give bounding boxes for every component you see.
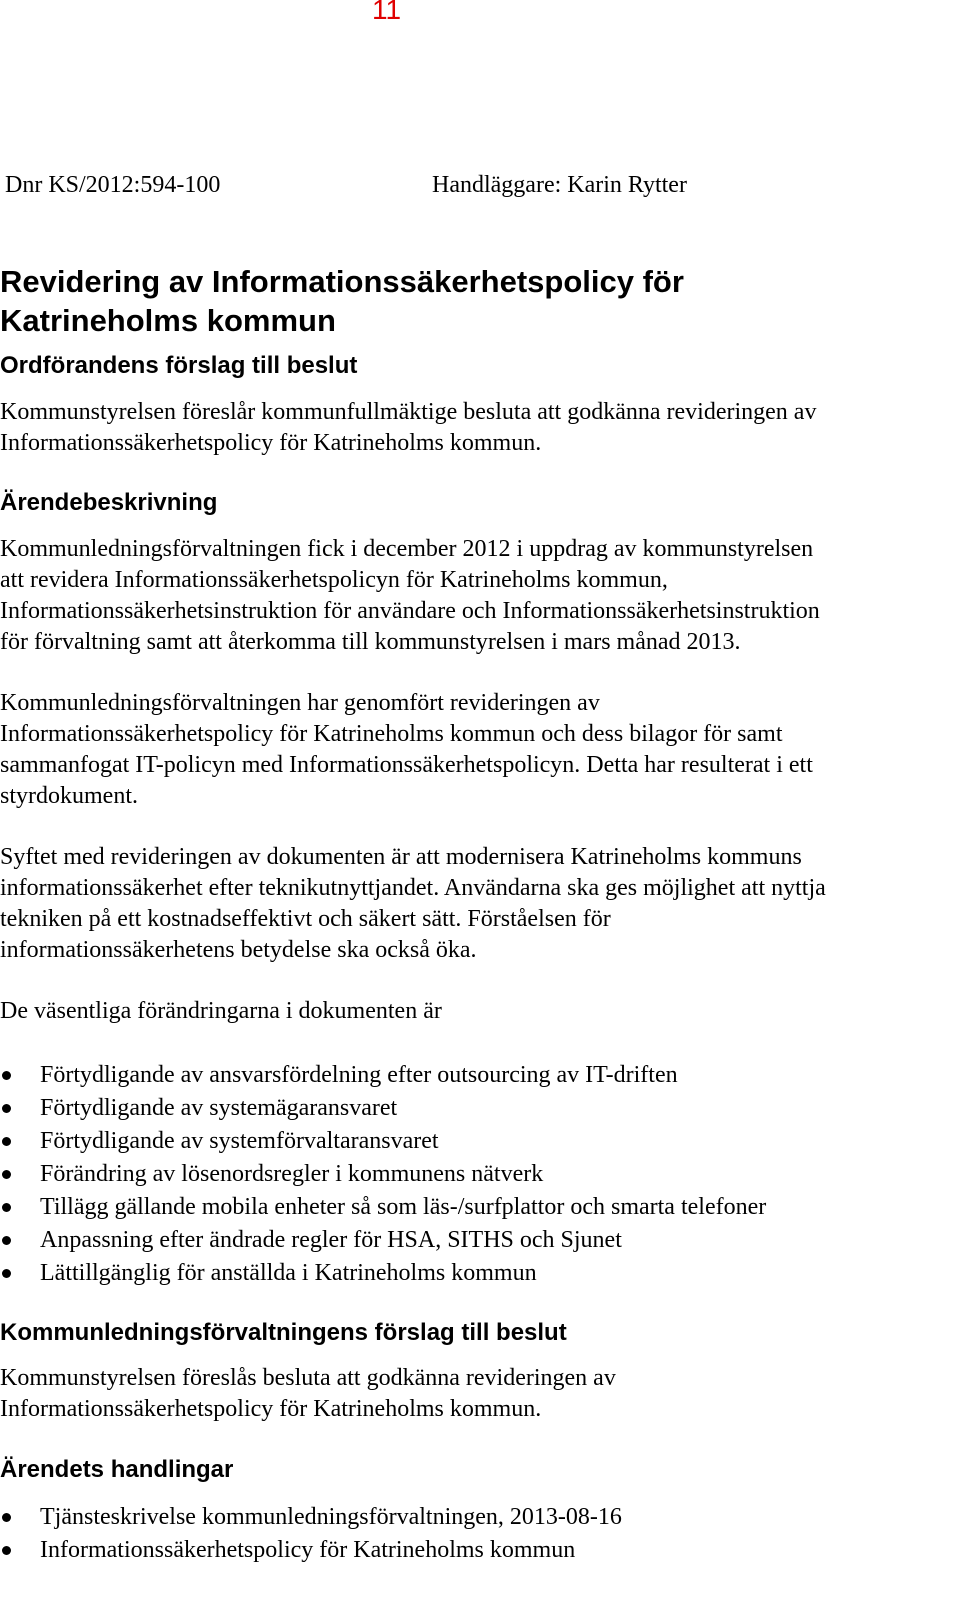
bullet-icon bbox=[2, 1546, 11, 1555]
bullet-icon bbox=[2, 1170, 11, 1179]
bullet-icon bbox=[2, 1269, 11, 1278]
list-item bbox=[0, 1258, 766, 1291]
heading-case-documents: Ärendets handlingar bbox=[0, 1456, 234, 1483]
bullet-icon bbox=[2, 1513, 11, 1522]
chair-proposal-text bbox=[0, 397, 816, 459]
bullet-icon bbox=[2, 1236, 11, 1245]
changes-list bbox=[0, 1060, 766, 1291]
list-item-text: Lättillgänglig för anställda i Katrineholms kommun bbox=[40, 1260, 537, 1286]
text-line: Informationssäkerhetspolicy för Katrineholms kommun. bbox=[0, 1396, 542, 1422]
list-item-text: Förtydligande av ansvarsfördelning efter outsourcing av IT-driften bbox=[40, 1062, 678, 1088]
text-line: Kommunstyrelsen föreslås besluta att godkänna revideringen av bbox=[0, 1365, 616, 1391]
description-paragraph-1 bbox=[0, 534, 820, 658]
document-title bbox=[0, 262, 684, 340]
text-line: styrdokument. bbox=[0, 783, 138, 809]
list-item-text: Förtydligande av systemägaransvaret bbox=[40, 1095, 398, 1121]
list-item bbox=[0, 1192, 766, 1225]
text-line: Syftet med revideringen av dokumenten är att modernisera Katrineholms kommuns bbox=[0, 844, 802, 870]
bullet-icon bbox=[2, 1203, 11, 1212]
bullet-icon bbox=[2, 1071, 11, 1080]
list-item-text: Tjänsteskrivelse kommunledningsförvaltningen, 2013-08-16 bbox=[40, 1504, 622, 1530]
list-item-text: Informationssäkerhetspolicy för Katrineholms kommun bbox=[40, 1537, 576, 1563]
bullet-icon bbox=[2, 1104, 11, 1113]
documents-list bbox=[0, 1502, 622, 1568]
text-line: för förvaltning samt att återkomma till kommunstyrelsen i mars månad 2013. bbox=[0, 629, 741, 655]
description-paragraph-2 bbox=[0, 688, 813, 812]
changes-intro: De väsentliga förändringarna i dokumenten är bbox=[0, 998, 442, 1024]
text-line: att revidera Informationssäkerhetspolicyn för Katrineholms kommun, bbox=[0, 567, 668, 593]
case-handler: Handläggare: Karin Rytter bbox=[432, 172, 687, 198]
text-line: Kommunstyrelsen föreslår kommunfullmäktige besluta att godkänna revideringen av bbox=[0, 399, 817, 425]
list-item-text: Anpassning efter ändrade regler för HSA, SITHS och Sjunet bbox=[40, 1227, 622, 1253]
page-number: 11 bbox=[372, 0, 402, 25]
list-item bbox=[0, 1502, 622, 1535]
title-line: Revidering av Informationssäkerhetspolicy för bbox=[0, 264, 684, 299]
list-item bbox=[0, 1159, 766, 1192]
list-item-text: Tillägg gällande mobila enheter så som läs-/surfplattor och smarta telefoner bbox=[40, 1194, 767, 1220]
text-line: sammanfogat IT-policyn med Informationssäkerhetspolicyn. Detta har resulterat i ett bbox=[0, 752, 813, 778]
list-item-text: Förtydligande av systemförvaltaransvaret bbox=[40, 1128, 439, 1154]
list-item bbox=[0, 1225, 766, 1258]
description-paragraph-3 bbox=[0, 842, 826, 966]
text-line: informationssäkerhet efter teknikutnyttjandet. Användarna ska ges möjlighet att nyttja bbox=[0, 875, 826, 901]
list-item bbox=[0, 1126, 766, 1159]
text-line: Informationssäkerhetsinstruktion för användare och Informationssäkerhetsinstruktion bbox=[0, 598, 820, 624]
text-line: Informationssäkerhetspolicy för Katrineholms kommun. bbox=[0, 430, 542, 456]
heading-chair-proposal: Ordförandens förslag till beslut bbox=[0, 352, 358, 379]
list-item-text: Förändring av lösenordsregler i kommunens nätverk bbox=[40, 1161, 544, 1187]
admin-proposal-text bbox=[0, 1363, 616, 1425]
list-item bbox=[0, 1060, 766, 1093]
text-line: Kommunledningsförvaltningen fick i december 2012 i uppdrag av kommunstyrelsen bbox=[0, 536, 814, 562]
text-line: tekniken på ett kostnadseffektivt och säkert sätt. Förståelsen för bbox=[0, 906, 611, 932]
title-line: Katrineholms kommun bbox=[0, 303, 336, 338]
bullet-icon bbox=[2, 1137, 11, 1146]
heading-admin-proposal: Kommunledningsförvaltningens förslag till beslut bbox=[0, 1319, 567, 1346]
text-line: informationssäkerhetens betydelse ska också öka. bbox=[0, 937, 477, 963]
list-item bbox=[0, 1093, 766, 1126]
heading-case-description: Ärendebeskrivning bbox=[0, 489, 218, 516]
case-number: Dnr KS/2012:594-100 bbox=[5, 172, 221, 198]
list-item bbox=[0, 1535, 622, 1568]
text-line: Informationssäkerhetspolicy för Katrineholms kommun och dess bilagor för samt bbox=[0, 721, 783, 747]
text-line: Kommunledningsförvaltningen har genomfört revideringen av bbox=[0, 690, 600, 716]
